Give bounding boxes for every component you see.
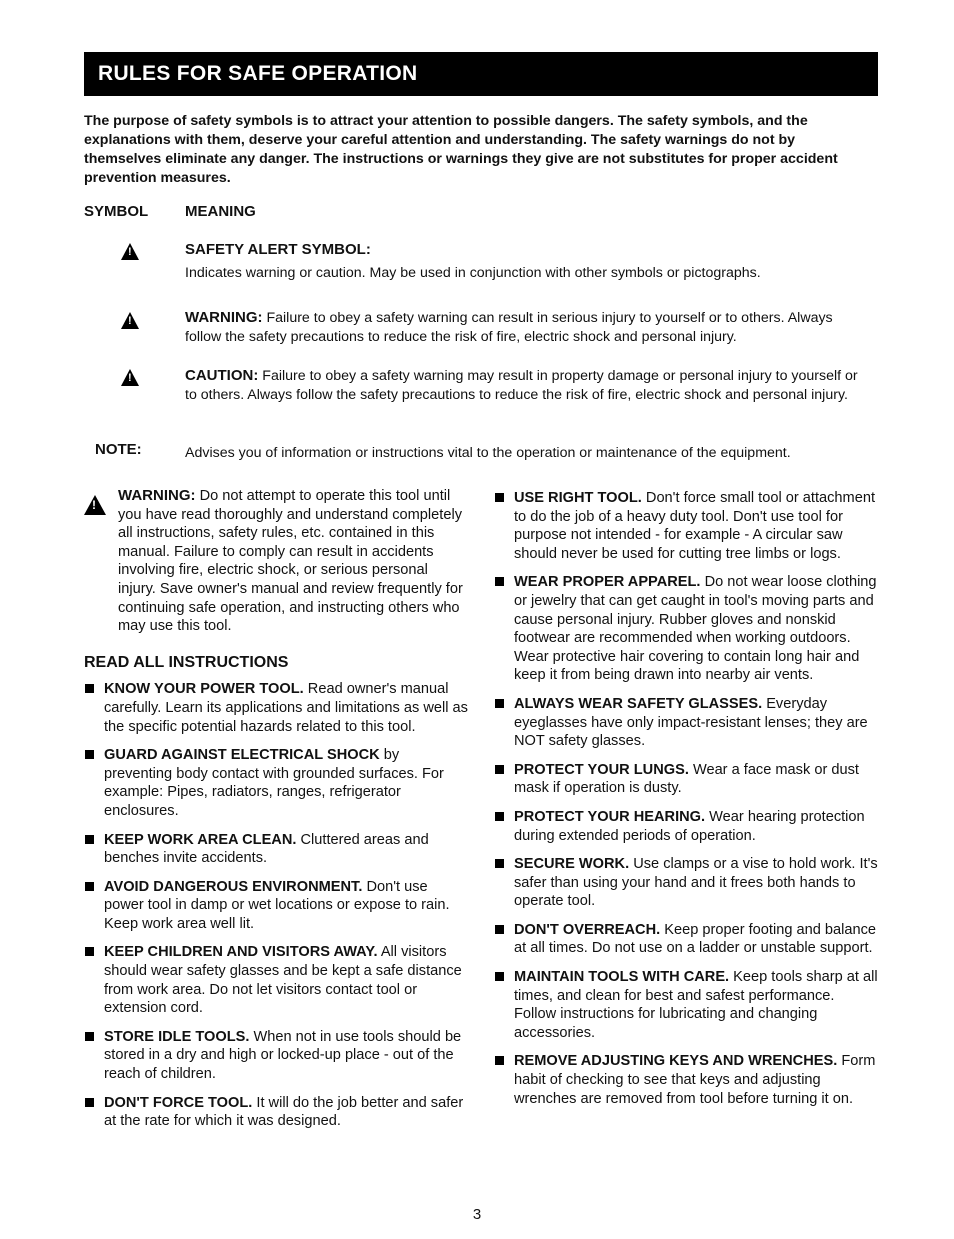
list-item-text: It will do the job better and safer at the rate for which it was designed.: [104, 1094, 464, 1130]
list-item-head: KEEP WORK AREA CLEAN.: [104, 831, 297, 848]
page-number: 3: [472, 1206, 482, 1223]
symbol-row-head: WARNING:: [185, 309, 263, 326]
list-item-head: MAINTAIN TOOLS WITH CARE.: [514, 969, 730, 986]
square-bullet-icon: [495, 493, 504, 502]
square-bullet-icon: [495, 765, 504, 774]
warning-alert-icon: [121, 312, 139, 329]
list-item-head: GUARD AGAINST ELECTRICAL SHOCK: [104, 747, 380, 764]
list-item-head: REMOVE ADJUSTING KEYS AND WRENCHES.: [514, 1053, 838, 1070]
list-item-text: Everyday eyeglasses have only impact-resistant lenses; they are NOT safety glasses.: [514, 695, 868, 750]
intro-paragraph: The purpose of safety symbols is to attract your attention to possible dangers. The safety symbols, and the explanations with them, deserve your careful attention and understanding. The safety warnings do not by themselves eliminate any danger. The instructions or warnings they give are not substitutes for proper accident prevention measures.: [84, 113, 838, 186]
list-item-text: Keep proper footing and balance at all times. Do not use on a ladder or unstable support.: [514, 921, 877, 957]
list-item-text: by preventing body contact with grounded surfaces. For example: Pipes, radiators, ranges, refrigerator enclosures.: [104, 747, 444, 819]
symbol-row-caution: [185, 366, 865, 405]
list-item: [494, 808, 879, 845]
list-item-text: Wear a face mask or dust mask if operation is dusty.: [514, 761, 859, 797]
square-bullet-icon: [85, 835, 94, 844]
list-item-text: Form habit of checking to see that keys and adjusting wrenches are removed from tool before turning it on.: [514, 1053, 876, 1107]
symbol-row-safety-alert: [185, 240, 865, 283]
square-bullet-icon: [85, 1032, 94, 1041]
symbol-row-head: CAUTION:: [185, 367, 259, 384]
square-bullet-icon: [495, 812, 504, 821]
list-item: [84, 943, 469, 1017]
warning-alert-icon: [84, 495, 106, 515]
symbol-row-text: Failure to obey a safety warning may result in property damage or personal injury to yourself or to others. Always follow the safety precautions to reduce the risk of fire, electric shock and personal injury.: [185, 368, 858, 403]
list-item: [84, 746, 469, 820]
list-item-head: KEEP CHILDREN AND VISITORS AWAY.: [104, 944, 378, 961]
list-item: [494, 573, 879, 685]
list-item-head: KNOW YOUR POWER TOOL.: [104, 681, 304, 698]
list-item: [494, 695, 879, 751]
symbol-row-warning: [185, 308, 865, 347]
warning-text: Do not attempt to operate this tool until you have read thoroughly and understand completely all instructions, safety rules, etc. contained in this manual. Failure to comply can result in accidents involving fire, electric shock, or serious personal injury. Save owner's manual and review frequently for continuing safe operation, and instructing others who may use this tool.: [118, 488, 463, 635]
list-item-head: ALWAYS WEAR SAFETY GLASSES.: [514, 695, 763, 712]
list-item: [494, 761, 879, 798]
symbol-column-header: SYMBOL: [84, 203, 149, 220]
note-label: NOTE:: [95, 441, 142, 458]
left-column: [84, 487, 469, 1141]
symbol-row-head: SAFETY ALERT SYMBOL:: [185, 241, 371, 258]
square-bullet-icon: [495, 972, 504, 981]
square-bullet-icon: [495, 859, 504, 868]
list-item-text: All visitors should wear safety glasses and be kept a safe distance from work area. Do not let visitors contact tool or extension cord.: [104, 944, 462, 1017]
list-item-text: Don't force small tool or attachment to do the job of a heavy duty tool. Don't use tool for purpose not intended - for example - A circular saw should never be used for cutting tree limbs or logs.: [514, 490, 875, 562]
list-item-head: DON'T FORCE TOOL.: [104, 1094, 253, 1111]
list-item-head: PROTECT YOUR LUNGS.: [514, 761, 689, 778]
square-bullet-icon: [85, 750, 94, 759]
warning-block: [84, 487, 469, 636]
list-item-text: Wear hearing protection during extended periods of operation.: [514, 808, 865, 844]
square-bullet-icon: [495, 577, 504, 586]
square-bullet-icon: [85, 684, 94, 693]
square-bullet-icon: [85, 882, 94, 891]
symbol-row-text: Failure to obey a safety warning can result in serious injury to yourself or to others. Always follow the safety precautions to reduce the risk of fire, electric shock and personal injury.: [185, 310, 833, 345]
list-item-text: Read owner's manual carefully. Learn its applications and limitations as well as the specific potential hazards related to this tool.: [104, 681, 468, 735]
square-bullet-icon: [495, 925, 504, 934]
safety-alert-icon: [121, 243, 139, 260]
list-item-text: Use clamps or a vise to hold work. It's safer than using your hand and it frees both hands to operate tool.: [514, 856, 878, 910]
page-title-banner: [84, 52, 878, 96]
section-title: READ ALL INSTRUCTIONS: [84, 653, 289, 671]
list-item: [494, 921, 879, 958]
list-item-head: WEAR PROPER APPAREL.: [514, 574, 701, 591]
list-item-head: STORE IDLE TOOLS.: [104, 1028, 250, 1045]
right-column: [494, 489, 879, 1118]
list-item-text: Do not wear loose clothing or jewelry that can get caught in tool's moving parts and cause personal injury. Rubber gloves and nonskid footwear are recommended when working outdoors. Wear protective hair covering to contain long hair and keep it from being drawn into nearby air vents.: [514, 574, 877, 684]
square-bullet-icon: [85, 1098, 94, 1107]
list-item-text: Cluttered areas and benches invite accidents.: [104, 831, 429, 867]
warning-head: WARNING:: [118, 487, 196, 504]
list-item: [84, 878, 469, 934]
list-item-head: USE RIGHT TOOL.: [514, 490, 642, 506]
square-bullet-icon: [495, 699, 504, 708]
symbol-row-text: Indicates warning or caution. May be used in conjunction with other symbols or pictographs.: [185, 265, 761, 281]
note-text: Advises you of information or instructions vital to the operation or maintenance of the equipment.: [185, 445, 791, 461]
square-bullet-icon: [85, 947, 94, 956]
list-item: [84, 680, 469, 736]
list-item: [84, 831, 469, 868]
page-title: RULES FOR SAFE OPERATION: [98, 62, 418, 85]
list-item-head: SECURE WORK.: [514, 856, 630, 873]
list-item-head: AVOID DANGEROUS ENVIRONMENT.: [104, 878, 363, 895]
list-item-head: PROTECT YOUR HEARING.: [514, 808, 706, 825]
meaning-column-header: MEANING: [185, 203, 256, 220]
caution-alert-icon: [121, 369, 139, 386]
square-bullet-icon: [495, 1056, 504, 1065]
list-item: [84, 1028, 469, 1084]
list-item-text: When not in use tools should be stored in a dry and high or locked-up place - out of the reach of children.: [104, 1028, 462, 1083]
list-item-text: Don't use power tool in damp or wet locations or expose to rain. Keep work area well lit.: [104, 878, 450, 932]
list-item-head: DON'T OVERREACH.: [514, 921, 661, 938]
list-item: [494, 855, 879, 911]
list-item: [494, 489, 879, 563]
list-item: [84, 1094, 469, 1131]
list-item-text: Keep tools sharp at all times, and clean for best and safest performance. Follow instructions for lubricating and changing accessories.: [514, 969, 878, 1041]
list-item: [494, 1052, 879, 1108]
list-item: [494, 968, 879, 1042]
